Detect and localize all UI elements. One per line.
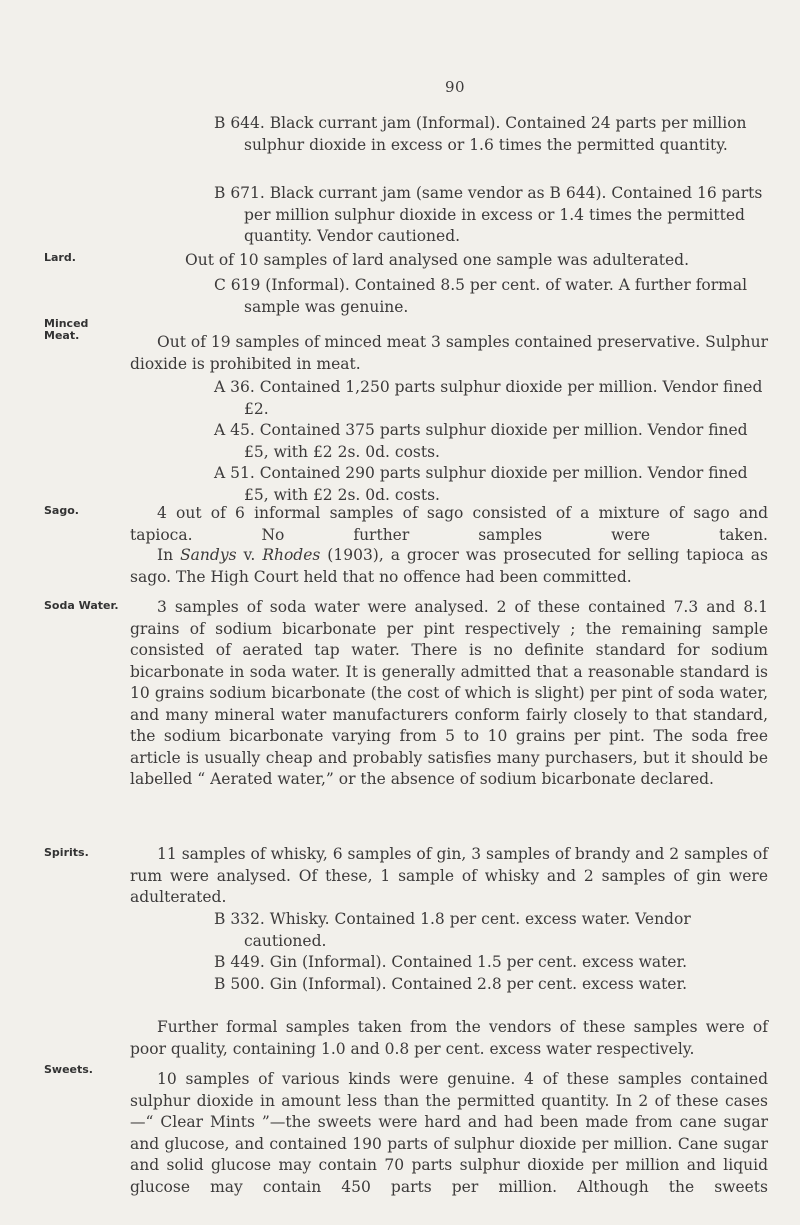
entry-b332: B 332. Whisky. Contained 1.8 per cent. excess water. Vendor cautioned. xyxy=(214,910,691,950)
entry-a36: A 36. Contained 1,250 parts sulphur dioxide per million. Vendor fined £2. xyxy=(214,378,763,418)
entry-a45: A 45. Contained 375 parts sulphur dioxide per million. Vendor fined £5, with £2 2s. 0d. costs. xyxy=(214,421,748,461)
entry-b644: B 644. Black currant jam (Informal). Contained 24 parts per million sulphur dioxide in excess or 1.6 times the permitted quantity. xyxy=(214,114,747,154)
sago-p2-prefix: In xyxy=(157,546,181,564)
entry-b500: B 500. Gin (Informal). Contained 2.8 per cent. excess water. xyxy=(214,975,688,993)
entry-a51: A 51. Contained 290 parts sulphur dioxide per million. Vendor fined £5, with £2 2s. 0d. costs. xyxy=(214,464,748,504)
case-name-sandys: Sandys xyxy=(180,546,237,564)
margin-label-soda-water: Soda Water. xyxy=(44,599,119,612)
sago-paragraph-1: 4 out of 6 informal samples of sago consisted of a mixture of sago and tapioca. No further samples were taken. xyxy=(130,504,768,544)
spirits-intro: 11 samples of whisky, 6 samples of gin, 3 samples of brandy and 2 samples of rum were analysed. Of these, 1 sample of whisky and 2 samples of gin were adulterated. xyxy=(130,845,768,906)
sago-p2-rest: (1903), a grocer was prosecuted for selling tapioca as sago. The High Court held that no offence had been committed. xyxy=(130,546,768,586)
spirits-further: Further formal samples taken from the vendors of these samples were of poor quality, containing 1.0 and 0.8 per cent. excess water respectively. xyxy=(130,1018,768,1058)
sago-p2-mid: v. xyxy=(236,546,263,564)
sweets-paragraph: 10 samples of various kinds were genuine. 4 of these samples contained sulphur dioxide in amount less than the permitted quantity. In 2 of these cases—“ Clear Mints ”—the sweets were hard and had been made from cane sugar and glucose, and contained 190 parts of sulphur dioxide per million. Cane sugar and solid glucose may contain 70 parts sulphur dioxide per million and liquid glucose may contain 450 parts per million. Although the sweets xyxy=(130,1070,768,1196)
sago-paragraph-2 xyxy=(130,545,768,588)
margin-label-lard: Lard. xyxy=(44,251,76,264)
lard-intro: Out of 10 samples of lard analysed one sample was adulterated. xyxy=(185,251,690,269)
margin-label-minced-meat: Minced Meat. xyxy=(44,317,89,342)
page-number: 90 xyxy=(444,78,466,96)
entry-c619: C 619 (Informal). Contained 8.5 per cent. of water. A further formal sample was genuine. xyxy=(214,276,748,316)
margin-label-sweets: Sweets. xyxy=(44,1063,93,1076)
case-name-rhodes: Rhodes xyxy=(262,546,321,564)
margin-label-sago: Sago. xyxy=(44,504,79,517)
margin-label-spirits: Spirits. xyxy=(44,846,89,859)
entry-b449: B 449. Gin (Informal). Contained 1.5 per cent. excess water. xyxy=(214,953,688,971)
soda-water-paragraph: 3 samples of soda water were analysed. 2 of these contained 7.3 and 8.1 grains of sodium bicarbonate per pint respectively ; the remaining sample consisted of aerated tap water. There is no definite standard for sodium bicarbonate in soda water. It is generally admitted that a reasonable standard is 10 grains sodium bicarbonate (the cost of which is slight) per pint of soda water, and many mineral water manufacturers conform fairly closely to that standard, the sodium bicarbonate varying from 5 to 10 grains per pint. The soda free article is usually cheap and probably satisfies many purchasers, but it should be labelled “ Aerated water,” or the absence of sodium bicarbonate declared. xyxy=(130,598,768,788)
entry-b671: B 671. Black currant jam (same vendor as B 644). Contained 16 parts per million sulphur dioxide in excess or 1.4 times the permitted quantity. Vendor cautioned. xyxy=(214,184,763,245)
minced-meat-intro: Out of 19 samples of minced meat 3 samples contained preservative. Sulphur dioxide is prohibited in meat. xyxy=(130,333,768,373)
